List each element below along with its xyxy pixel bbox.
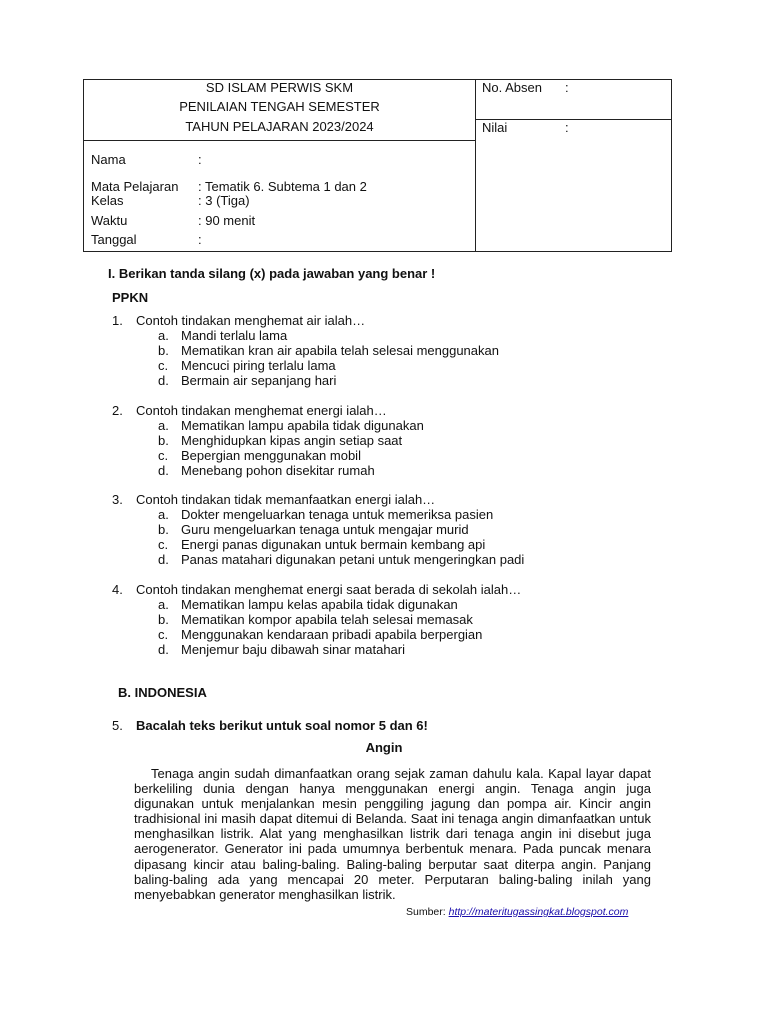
option-2c[interactable] — [158, 448, 361, 463]
academic-year: TAHUN PELAJARAN 2023/2024 — [185, 119, 374, 134]
option-letter: b. — [158, 433, 169, 448]
option-4d[interactable] — [158, 642, 405, 657]
option-text: Menggunakan kendaraan pribadi apabila berpergian — [181, 627, 483, 642]
option-1c[interactable] — [158, 358, 336, 373]
option-1a[interactable] — [158, 328, 287, 343]
option-text: Energi panas digunakan untuk bermain kembang api — [181, 537, 486, 552]
question-text: Contoh tindakan menghemat energi saat berada di sekolah ialah… — [136, 582, 522, 597]
option-3b[interactable] — [158, 522, 469, 537]
question-number: 5. — [112, 718, 123, 733]
question-text: Contoh tindakan menghemat energi ialah… — [136, 403, 387, 418]
option-text: Menebang pohon disekitar rumah — [181, 463, 375, 478]
option-letter: a. — [158, 418, 169, 433]
option-letter: c. — [158, 627, 169, 642]
option-3c[interactable] — [158, 537, 485, 552]
option-1d[interactable] — [158, 373, 336, 388]
section-indonesia-heading: B. INDONESIA — [118, 685, 207, 700]
option-text: Menjemur baju dibawah sinar matahari — [181, 642, 406, 657]
option-letter: a. — [158, 597, 169, 612]
instruction-heading: I. Berikan tanda silang (x) pada jawaban yang benar ! — [108, 266, 436, 281]
nilai-label: Nilai — [482, 120, 508, 135]
option-text: Mandi terlalu lama — [181, 328, 288, 343]
question-5 — [112, 718, 428, 733]
option-3a[interactable] — [158, 507, 493, 522]
section-ppkn-heading: PPKN — [112, 290, 149, 305]
field-value-nama: : — [198, 152, 202, 167]
question-number: 1. — [112, 313, 123, 328]
option-4c[interactable] — [158, 627, 482, 642]
field-label-kelas: Kelas — [91, 193, 124, 208]
option-text: Panas matahari digunakan petani untuk mengeringkan padi — [181, 552, 525, 567]
question-number: 2. — [112, 403, 123, 418]
option-text: Dokter mengeluarkan tenaga untuk memeriksa pasien — [181, 507, 494, 522]
option-letter: a. — [158, 328, 169, 343]
option-text: Mencuci piring terlalu lama — [181, 358, 336, 373]
nilai-colon: : — [565, 120, 569, 135]
no-absen-cell — [476, 80, 671, 120]
option-letter: d. — [158, 642, 169, 657]
article-body: Tenaga angin sudah dimanfaatkan orang sejak zaman dahulu kala. Kapal layar dapat berkeliling dunia dengan hanya menggunakan energi angin. Tenaga angin juga digunakan untuk menjalankan mesin penggiling jagung dan pompa air. Kincir angin tradhisional ini masih dapat ditemui di Belanda. Saat ini tenaga angin dimanfaatkan untuk menghasilkan listrik. Alat yang menghasilkan listrik dari tenaga angin ini disebut juga aerogenerator. Generator ini pada umumnya berbentuk menara. Pada puncak menara dipasang kincir atau baling-baling. Baling-baling berputar saat diterpa angin. Panjang baling-baling ada yang mencapai 20 meter. Perputaran baling-baling inilah yang menyebabkan generator menghasilkan listrik. — [134, 766, 651, 902]
question-1 — [112, 313, 365, 328]
question-text: Bacalah teks berikut untuk soal nomor 5 dan 6! — [136, 718, 428, 733]
no-absen-label: No. Absen — [482, 80, 542, 95]
source-link[interactable]: http://materitugassingkat.blogspot.com — [448, 906, 629, 918]
header-right-cell — [476, 80, 671, 251]
option-letter: d. — [158, 463, 169, 478]
field-value-waktu: : 90 menit — [198, 213, 256, 228]
exam-title: PENILAIAN TENGAH SEMESTER — [179, 99, 380, 114]
question-2 — [112, 403, 387, 418]
option-text: Mematikan lampu apabila tidak digunakan — [181, 418, 424, 433]
question-text: Contoh tindakan menghemat air ialah… — [136, 313, 366, 328]
field-label-waktu: Waktu — [91, 213, 128, 228]
option-text: Menghidupkan kipas angin setiap saat — [181, 433, 403, 448]
option-letter: b. — [158, 343, 169, 358]
option-3d[interactable] — [158, 552, 524, 567]
field-label-nama: Nama — [91, 152, 126, 167]
option-letter: c. — [158, 358, 169, 373]
option-letter: c. — [158, 537, 169, 552]
article-source — [406, 906, 628, 918]
question-number: 3. — [112, 492, 123, 507]
option-2b[interactable] — [158, 433, 402, 448]
option-letter: c. — [158, 448, 169, 463]
option-4a[interactable] — [158, 597, 458, 612]
school-name: SD ISLAM PERWIS SKM — [205, 80, 354, 95]
field-value-kelas: : 3 (Tiga) — [198, 193, 250, 208]
question-text: Contoh tindakan tidak memanfaatkan energi ialah… — [136, 492, 436, 507]
question-4 — [112, 582, 521, 597]
option-letter: a. — [158, 507, 169, 522]
option-letter: b. — [158, 522, 169, 537]
option-text: Guru mengeluarkan tenaga untuk mengajar murid — [181, 522, 469, 537]
option-text: Mematikan kompor apabila telah selesai memasak — [181, 612, 473, 627]
option-2d[interactable] — [158, 463, 375, 478]
option-text: Mematikan kran air apabila telah selesai menggunakan — [181, 343, 499, 358]
option-text: Bepergian menggunakan mobil — [181, 448, 361, 463]
header-left-cell — [84, 80, 476, 251]
school-info-cell — [84, 80, 475, 141]
field-label-mata-pelajaran: Mata Pelajaran — [91, 179, 179, 194]
option-letter: d. — [158, 552, 169, 567]
field-value-mata-pelajaran: : Tematik 6. Subtema 1 dan 2 — [198, 179, 367, 194]
source-label: Sumber: — [406, 906, 446, 918]
article-title: Angin — [365, 740, 403, 755]
option-text: Bermain air sepanjang hari — [181, 373, 337, 388]
header-table — [83, 79, 672, 252]
field-value-tanggal: : — [198, 232, 202, 247]
no-absen-colon: : — [565, 80, 569, 95]
option-1b[interactable] — [158, 343, 499, 358]
option-2a[interactable] — [158, 418, 424, 433]
option-letter: b. — [158, 612, 169, 627]
question-3 — [112, 492, 435, 507]
option-text: Mematikan lampu kelas apabila tidak digunakan — [181, 597, 458, 612]
option-letter: d. — [158, 373, 169, 388]
option-4b[interactable] — [158, 612, 473, 627]
question-number: 4. — [112, 582, 123, 597]
field-label-tanggal: Tanggal — [91, 232, 137, 247]
